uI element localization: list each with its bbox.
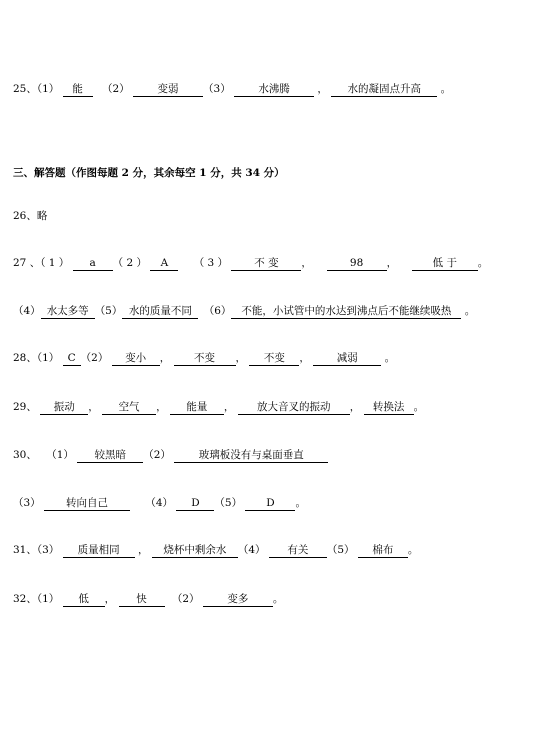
separator: ， bbox=[104, 593, 116, 605]
period: 。 bbox=[272, 593, 284, 605]
answer-blank: 能 bbox=[63, 83, 93, 97]
section-heading: 三、解答题（作图每题 2 分，其余每空 1 分，共 34 分） bbox=[13, 167, 285, 179]
part-label: （2） bbox=[171, 593, 200, 605]
part-label: （1） bbox=[36, 83, 60, 95]
part-label: （5） bbox=[214, 497, 243, 509]
question-number: 27 、 bbox=[13, 257, 41, 269]
answer-blank: D bbox=[245, 497, 295, 511]
answer-line-32 bbox=[13, 592, 283, 607]
part-label: （6） bbox=[203, 305, 232, 317]
part-label: （4） bbox=[145, 497, 174, 509]
answer-blank: 水的质量不同 bbox=[122, 305, 198, 319]
part-label: （3） bbox=[13, 497, 41, 509]
separator: ， bbox=[317, 83, 328, 95]
separator: ， bbox=[159, 352, 171, 364]
answer-blank: 低 于 bbox=[412, 257, 478, 271]
answer-line-27 bbox=[13, 256, 488, 271]
answer-blank: C bbox=[63, 352, 81, 366]
part-label: （1） bbox=[46, 449, 74, 461]
separator: ， bbox=[138, 544, 149, 556]
answer-blank: 玻璃板没有与桌面垂直 bbox=[174, 449, 328, 463]
separator: ， bbox=[299, 352, 310, 364]
separator: ， bbox=[156, 401, 167, 413]
answer-line-30 bbox=[13, 448, 328, 463]
answer-blank: 有关 bbox=[269, 544, 327, 558]
part-label: （2） bbox=[102, 83, 130, 95]
period: 。 bbox=[295, 497, 306, 509]
part-label: （ 3 ） bbox=[193, 257, 229, 269]
answer-blank: D bbox=[176, 497, 214, 511]
answer-blank: 较黑暗 bbox=[77, 449, 143, 463]
answer-blank: 烧杯中剩余水 bbox=[152, 544, 238, 558]
answer-blank: 快 bbox=[119, 593, 165, 607]
answer-blank: 能量 bbox=[170, 401, 224, 415]
part-label: （4） bbox=[13, 305, 41, 317]
separator: ， bbox=[349, 401, 361, 413]
separator: ， bbox=[301, 257, 312, 269]
answer-line-30-continued bbox=[13, 496, 306, 511]
part-label: （ 2 ） bbox=[112, 257, 148, 269]
answer-blank: 放大音叉的振动 bbox=[238, 401, 350, 415]
answer-blank: a bbox=[73, 257, 113, 271]
part-label: （2） bbox=[80, 352, 109, 364]
question-number: 28、 bbox=[13, 352, 37, 364]
answer-line-27-continued bbox=[13, 304, 475, 319]
answer-blank: 不能，小试管中的水达到沸点后不能继续吸热 bbox=[231, 305, 461, 319]
question-number: 30、 bbox=[13, 449, 37, 461]
answer-blank: 变多 bbox=[203, 593, 273, 607]
answer-blank: 不变 bbox=[249, 352, 299, 366]
part-label: （1） bbox=[36, 593, 60, 605]
answer-blank: 振动 bbox=[40, 401, 88, 415]
answer-line-25 bbox=[13, 82, 451, 97]
answer-blank: 空气 bbox=[102, 401, 156, 415]
answer-line-28 bbox=[13, 351, 395, 366]
part-label: （2） bbox=[143, 449, 171, 461]
question-number: 25、 bbox=[13, 83, 37, 95]
answer-blank: 转换法 bbox=[364, 401, 414, 415]
period: 。 bbox=[440, 83, 452, 95]
period: 。 bbox=[464, 305, 476, 317]
answer-blank: 不 变 bbox=[231, 257, 301, 271]
period: 。 bbox=[413, 401, 425, 413]
answer-blank: 质量相同 bbox=[63, 544, 135, 558]
separator: ， bbox=[235, 352, 247, 364]
answer-blank: 水的凝固点升高 bbox=[331, 83, 437, 97]
answer-blank: A bbox=[150, 257, 178, 271]
answer-blank: 水太多等 bbox=[41, 305, 95, 319]
period: 。 bbox=[384, 352, 396, 364]
separator: ， bbox=[386, 257, 398, 269]
part-label: （3） bbox=[36, 544, 60, 556]
answer-blank: 变小 bbox=[112, 352, 160, 366]
answer-blank: 98 bbox=[327, 257, 387, 271]
question-number: 32、 bbox=[13, 593, 37, 605]
answer-blank: 棉布 bbox=[358, 544, 408, 558]
period: 。 bbox=[407, 544, 419, 556]
part-label: （3） bbox=[203, 83, 231, 95]
question-number: 31、 bbox=[13, 544, 37, 556]
answer-line-26: 26、略 bbox=[13, 210, 48, 222]
question-number: 29、 bbox=[13, 401, 37, 413]
part-label: （ 1 ） bbox=[40, 257, 70, 269]
answer-blank: 转向自己 bbox=[44, 497, 130, 511]
part-label: （1） bbox=[36, 352, 60, 364]
answer-blank: 减弱 bbox=[313, 352, 381, 366]
part-label: （4） bbox=[237, 544, 266, 556]
answer-line-31 bbox=[13, 543, 418, 558]
answer-blank: 变弱 bbox=[133, 83, 203, 97]
separator: ， bbox=[88, 401, 99, 413]
answer-line-29 bbox=[13, 400, 424, 415]
part-label: （5） bbox=[326, 544, 355, 556]
period: 。 bbox=[477, 257, 489, 269]
answer-blank: 不变 bbox=[174, 352, 236, 366]
separator: ， bbox=[223, 401, 235, 413]
answer-blank: 水沸腾 bbox=[234, 83, 314, 97]
answer-blank: 低 bbox=[63, 593, 105, 607]
part-label: （5） bbox=[94, 305, 123, 317]
